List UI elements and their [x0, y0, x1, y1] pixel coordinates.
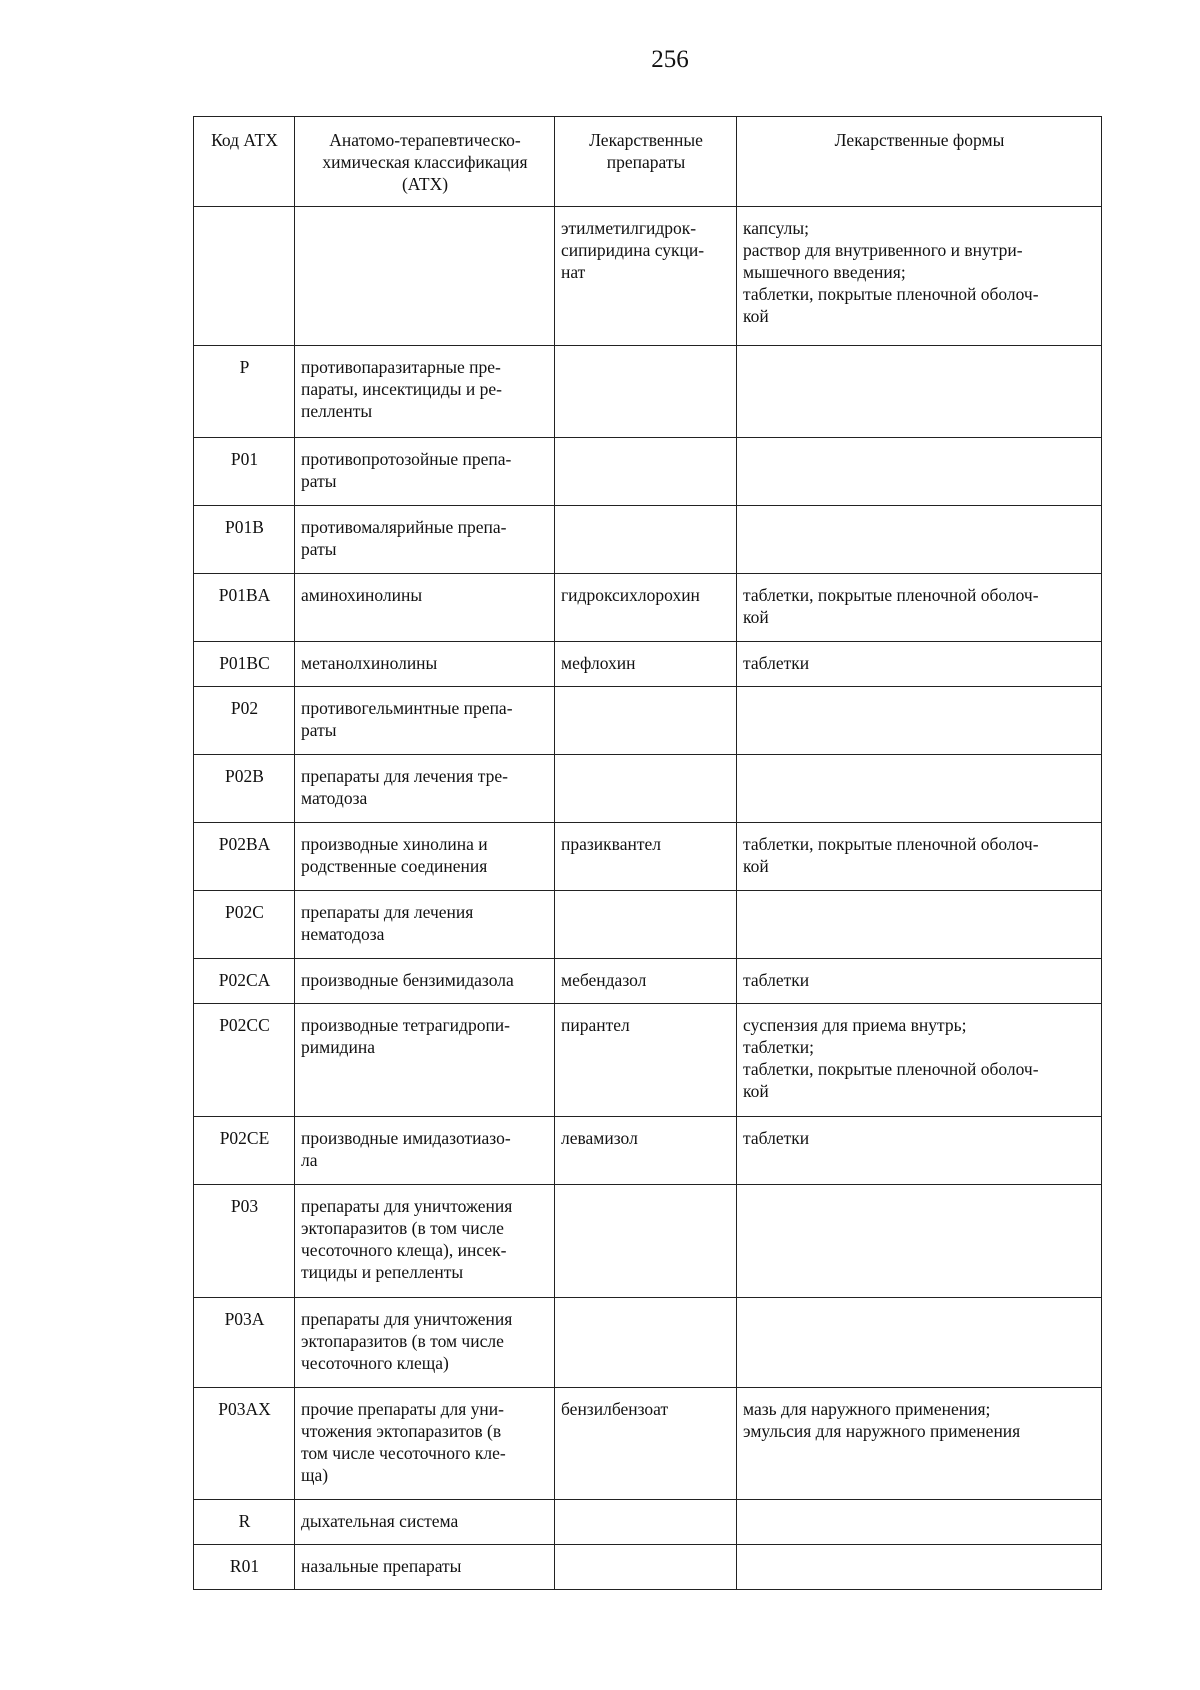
drug-name-cell — [555, 1298, 737, 1388]
atc-classification-cell: препараты для лечения тре- матодоза — [295, 755, 555, 823]
drug-name-cell — [555, 346, 737, 438]
atc-code-cell: P02 — [194, 687, 295, 755]
drug-name-cell — [555, 1185, 737, 1298]
table-row — [194, 207, 1102, 346]
header-atc-classification: Анатомо-терапевтическо- химическая классификация (АТХ) — [295, 117, 555, 207]
atc-code-cell: P02C — [194, 891, 295, 959]
table-row — [194, 506, 1102, 574]
dosage-forms-cell — [737, 1545, 1102, 1590]
atc-classification-cell: препараты для уничтожения эктопаразитов (в том числе чесоточного клеща) — [295, 1298, 555, 1388]
drug-name-cell: левамизол — [555, 1117, 737, 1185]
dosage-forms-cell: таблетки — [737, 1117, 1102, 1185]
table-row — [194, 823, 1102, 891]
dosage-forms-cell — [737, 687, 1102, 755]
dosage-forms-cell: таблетки — [737, 642, 1102, 687]
atc-code-cell: R — [194, 1500, 295, 1545]
atc-classification-cell: метанолхинолины — [295, 642, 555, 687]
atc-code-cell — [194, 207, 295, 346]
table-row — [194, 1004, 1102, 1117]
atc-classification-cell: производные имидазотиазо- ла — [295, 1117, 555, 1185]
drug-name-cell — [555, 1545, 737, 1590]
dosage-forms-cell — [737, 1298, 1102, 1388]
dosage-forms-cell — [737, 755, 1102, 823]
header-atc-code: Код АТХ — [194, 117, 295, 207]
drug-name-cell: празиквантел — [555, 823, 737, 891]
atc-classification-cell: противопаразитарные пре- параты, инсектициды и ре- пелленты — [295, 346, 555, 438]
atc-classification-cell — [295, 207, 555, 346]
atc-classification-cell: препараты для лечения нематодоза — [295, 891, 555, 959]
table-row — [194, 438, 1102, 506]
dosage-forms-cell: таблетки, покрытые пленочной оболоч- кой — [737, 823, 1102, 891]
drug-name-cell: пирантел — [555, 1004, 737, 1117]
table-row — [194, 346, 1102, 438]
atc-classification-cell: прочие препараты для уни- чтожения эктопаразитов (в том числе чесоточного кле- ща) — [295, 1388, 555, 1500]
page-number: 256 — [651, 46, 689, 73]
drug-name-cell — [555, 1500, 737, 1545]
dosage-forms-cell — [737, 438, 1102, 506]
drug-name-cell — [555, 506, 737, 574]
drug-name-cell: этилметилгидрок- сипиридина сукци- нат — [555, 207, 737, 346]
drug-name-cell — [555, 687, 737, 755]
atc-code-cell: P02CE — [194, 1117, 295, 1185]
atc-code-cell: P02B — [194, 755, 295, 823]
atc-code-cell: P02CA — [194, 959, 295, 1004]
drug-name-cell: мефлохин — [555, 642, 737, 687]
dosage-forms-cell — [737, 891, 1102, 959]
atc-classification-cell: аминохинолины — [295, 574, 555, 642]
atc-code-cell: P — [194, 346, 295, 438]
atc-classification-cell: противопротозойные препа- раты — [295, 438, 555, 506]
table-row — [194, 1500, 1102, 1545]
dosage-forms-cell — [737, 1500, 1102, 1545]
dosage-forms-cell — [737, 1185, 1102, 1298]
drug-name-cell — [555, 891, 737, 959]
dosage-forms-cell: суспензия для приема внутрь; таблетки; таблетки, покрытые пленочной оболоч- кой — [737, 1004, 1102, 1117]
drug-name-cell: бензилбензоат — [555, 1388, 737, 1500]
atc-code-cell: P03 — [194, 1185, 295, 1298]
table-row — [194, 574, 1102, 642]
atc-classification-cell: дыхательная система — [295, 1500, 555, 1545]
atc-code-cell: P01 — [194, 438, 295, 506]
atc-code-cell: P01BC — [194, 642, 295, 687]
atc-code-cell: P02BA — [194, 823, 295, 891]
drug-name-cell: гидроксихлорохин — [555, 574, 737, 642]
atc-classification-cell: противомалярийные препа- раты — [295, 506, 555, 574]
dosage-forms-cell: таблетки, покрытые пленочной оболоч- кой — [737, 574, 1102, 642]
table-header-row — [194, 117, 1102, 207]
table-row — [194, 1298, 1102, 1388]
dosage-forms-cell — [737, 506, 1102, 574]
atc-code-cell: P01BA — [194, 574, 295, 642]
atc-code-cell: P01B — [194, 506, 295, 574]
drug-name-cell — [555, 755, 737, 823]
atc-code-cell: P02CC — [194, 1004, 295, 1117]
drug-name-cell — [555, 438, 737, 506]
table-row — [194, 1388, 1102, 1500]
table-row — [194, 891, 1102, 959]
table-row — [194, 642, 1102, 687]
table-row — [194, 959, 1102, 1004]
atc-classification-cell: противогельминтные препа- раты — [295, 687, 555, 755]
dosage-forms-cell: капсулы; раствор для внутривенного и внутри- мышечного введения; таблетки, покрытые пленочной оболоч- кой — [737, 207, 1102, 346]
atc-code-cell: P03AX — [194, 1388, 295, 1500]
table-row — [194, 1545, 1102, 1590]
atc-table — [193, 116, 1102, 1590]
table-row — [194, 1117, 1102, 1185]
atc-classification-cell: препараты для уничтожения эктопаразитов (в том числе чесоточного клеща), инсек- тициды и репелленты — [295, 1185, 555, 1298]
atc-classification-cell: назальные препараты — [295, 1545, 555, 1590]
drug-name-cell: мебендазол — [555, 959, 737, 1004]
atc-code-cell: R01 — [194, 1545, 295, 1590]
atc-classification-cell: производные тетрагидропи- римидина — [295, 1004, 555, 1117]
table-row — [194, 1185, 1102, 1298]
dosage-forms-cell: мазь для наружного применения; эмульсия для наружного применения — [737, 1388, 1102, 1500]
table-row — [194, 755, 1102, 823]
atc-classification-cell: производные хинолина и родственные соединения — [295, 823, 555, 891]
dosage-forms-cell: таблетки — [737, 959, 1102, 1004]
header-dosage-forms: Лекарственные формы — [737, 117, 1102, 207]
dosage-forms-cell — [737, 346, 1102, 438]
header-drugs: Лекарственные препараты — [555, 117, 737, 207]
table-row — [194, 687, 1102, 755]
atc-classification-cell: производные бензимидазола — [295, 959, 555, 1004]
atc-code-cell: P03A — [194, 1298, 295, 1388]
